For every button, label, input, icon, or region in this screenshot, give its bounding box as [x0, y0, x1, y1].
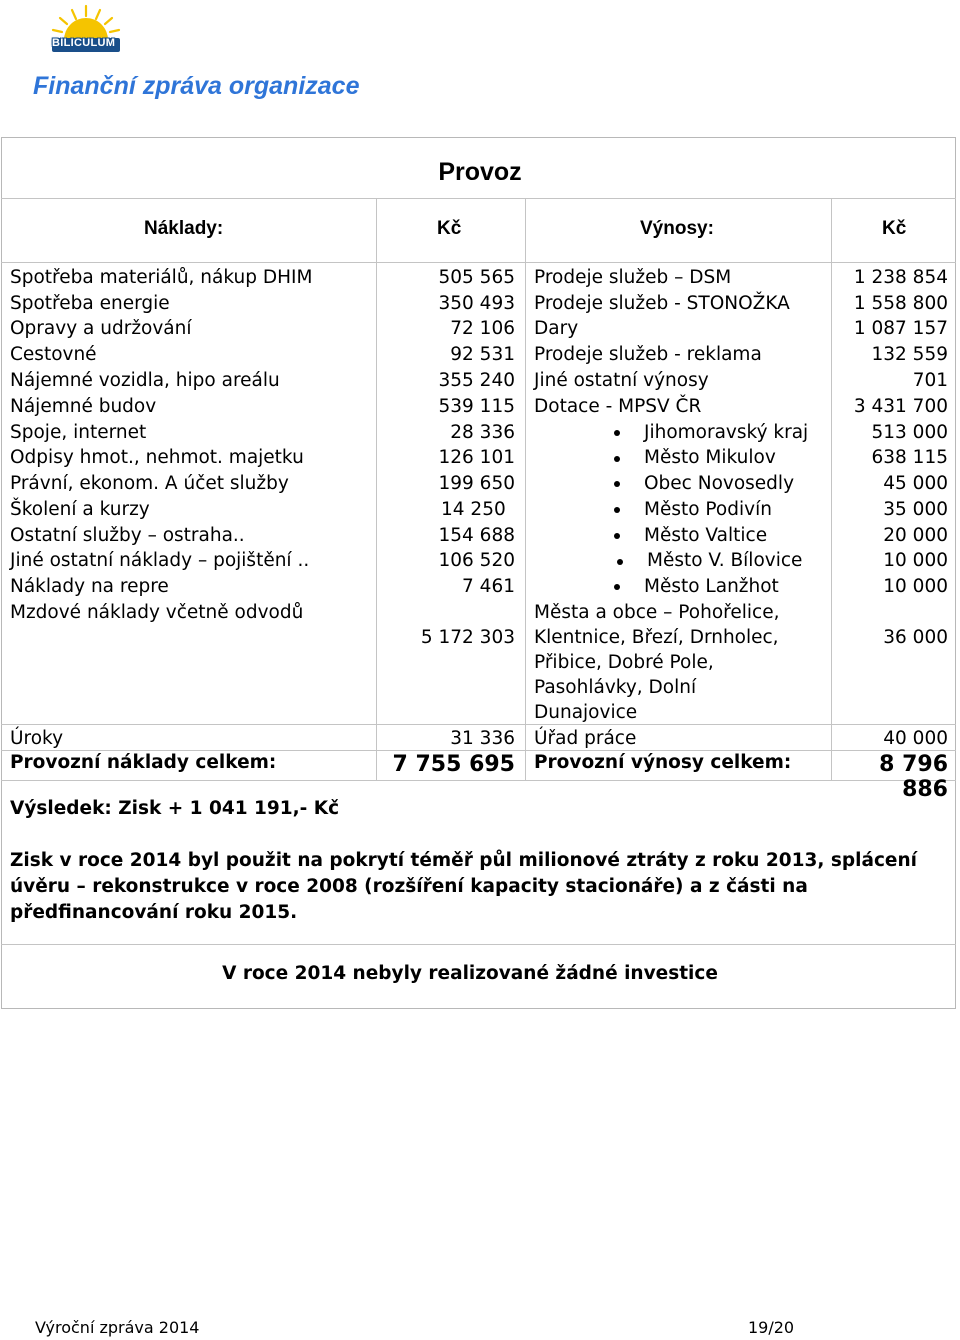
cost-value: 106 520	[438, 550, 515, 571]
cost-label: Nájemné vozidla, hipo areálu	[10, 370, 280, 391]
cost-label: Ostatní služby – ostraha..	[10, 525, 245, 546]
revenue-label-line: Klentnice, Březí, Drnholec,	[534, 627, 779, 648]
cost-label: Školení a kurzy	[10, 499, 150, 520]
section-title: Provoz	[438, 158, 522, 186]
revenue-label: Jiné ostatní výnosy	[534, 370, 709, 391]
revenue-value: 10 000	[883, 550, 948, 571]
costs-unit-header: Kč	[437, 218, 462, 239]
revenue-label: Dary	[534, 318, 579, 339]
bullet-icon	[614, 481, 620, 487]
investment-note: V roce 2014 nebyly realizované žádné investice	[222, 963, 718, 984]
divider	[1, 198, 956, 199]
bullet-icon	[614, 456, 620, 462]
cost-value: 28 336	[450, 422, 515, 443]
revenue-label: Prodeje služeb - reklama	[534, 344, 762, 365]
cost-label: Opravy a udržování	[10, 318, 192, 339]
revenue-label: Město V. Bílovice	[647, 550, 803, 571]
cost-label: Nájemné budov	[10, 396, 157, 417]
document-title: Finanční zpráva organizace	[33, 72, 360, 100]
cost-value: 72 106	[450, 318, 515, 339]
divider	[525, 198, 526, 780]
divider	[1, 780, 956, 781]
bullet-icon	[617, 559, 623, 565]
revenue-label: Dotace - MPSV ČR	[534, 396, 702, 417]
bullet-icon	[614, 533, 620, 539]
cost-value: 7 461	[462, 576, 515, 597]
revenue-label-line: Přibice, Dobré Pole,	[534, 652, 714, 673]
revenue-value: 40 000	[883, 728, 948, 749]
revenue-label: Úřad práce	[534, 728, 637, 749]
revenue-label: Jihomoravský kraj	[644, 422, 809, 443]
revenue-value: 1 238 854	[853, 267, 948, 288]
divider	[1, 944, 956, 945]
revenue-label: Prodeje služeb – DSM	[534, 267, 732, 288]
revenue-label-line: Města a obce – Pohořelice,	[534, 602, 780, 623]
cost-label: Mzdové náklady včetně odvodů	[10, 602, 304, 623]
page-number: 19/20	[748, 1318, 795, 1337]
revenue-value: 20 000	[883, 525, 948, 546]
cost-value: 199 650	[438, 473, 515, 494]
revenue-value: 45 000	[883, 473, 948, 494]
costs-total-label: Provozní náklady celkem:	[10, 752, 277, 773]
divider	[831, 198, 832, 780]
revenue-label: Město Valtice	[644, 525, 768, 546]
revenue-label-line: Dunajovice	[534, 702, 638, 723]
revenue-value: 701	[912, 370, 948, 391]
bullet-icon	[614, 430, 620, 436]
cost-value: 31 336	[450, 728, 515, 749]
revenue-label-line: Pasohlávky, Dolní	[534, 677, 697, 698]
costs-total-value: 7 755 695	[392, 752, 515, 777]
cost-label: Úroky	[10, 728, 64, 749]
revenues-total-label: Provozní výnosy celkem:	[534, 752, 792, 773]
divider	[1, 262, 956, 263]
cost-label: Jiné ostatní náklady – pojištění ..	[10, 550, 310, 571]
revenue-value: 132 559	[871, 344, 948, 365]
revenue-label: Město Podivín	[644, 499, 772, 520]
cost-label: Spotřeba energie	[10, 293, 170, 314]
revenue-value: 3 431 700	[853, 396, 948, 417]
footer-title: Výroční zpráva 2014	[35, 1318, 200, 1337]
bullet-icon	[614, 584, 620, 590]
bullet-icon	[614, 507, 620, 513]
cost-label: Spoje, internet	[10, 422, 147, 443]
revenue-value: 1 558 800	[853, 293, 948, 314]
cost-label: Spotřeba materiálů, nákup DHIM	[10, 267, 313, 288]
profit-note: Zisk v roce 2014 byl použit na pokrytí téměř půl milionové ztráty z roku 2013, splácení úvěru – rekonstrukce v roce 2008 (rozšíření kapacity stacionáře) a z části na předfinancování roku 2015.	[10, 850, 917, 923]
cost-label: Cestovné	[10, 344, 97, 365]
revenues-header: Výnosy:	[640, 218, 714, 239]
cost-value: 539 115	[438, 396, 515, 417]
revenues-total-value: 8 796 886	[879, 752, 948, 802]
cost-value: 14 250	[441, 499, 506, 520]
revenue-value: 10 000	[883, 576, 948, 597]
result-line: Výsledek: Zisk + 1 041 191,- Kč	[10, 798, 340, 819]
cost-label: Odpisy hmot., nehmot. majetku	[10, 447, 304, 468]
divider	[1, 724, 956, 725]
cost-value: 92 531	[450, 344, 515, 365]
cost-value: 350 493	[438, 293, 515, 314]
divider	[376, 198, 377, 780]
revenue-value: 513 000	[871, 422, 948, 443]
cost-value: 355 240	[438, 370, 515, 391]
cost-label: Právní, ekonom. A účet služby	[10, 473, 289, 494]
revenue-value: 35 000	[883, 499, 948, 520]
revenue-value: 1 087 157	[853, 318, 948, 339]
cost-value: 154 688	[438, 525, 515, 546]
cost-label: Náklady na repre	[10, 576, 169, 597]
logo-text: BILICULUM	[52, 37, 116, 49]
cost-value: 5 172 303	[420, 627, 515, 648]
revenue-value: 638 115	[871, 447, 948, 468]
revenue-label: Město Mikulov	[644, 447, 776, 468]
revenue-label: Obec Novosedly	[644, 473, 795, 494]
revenue-value: 36 000	[883, 627, 948, 648]
revenues-unit-header: Kč	[882, 218, 907, 239]
cost-value: 505 565	[438, 267, 515, 288]
revenue-label: Prodeje služeb - STONOŽKA	[534, 293, 790, 314]
cost-value: 126 101	[438, 447, 515, 468]
costs-header: Náklady:	[144, 218, 224, 239]
revenue-label: Město Lanžhot	[644, 576, 779, 597]
